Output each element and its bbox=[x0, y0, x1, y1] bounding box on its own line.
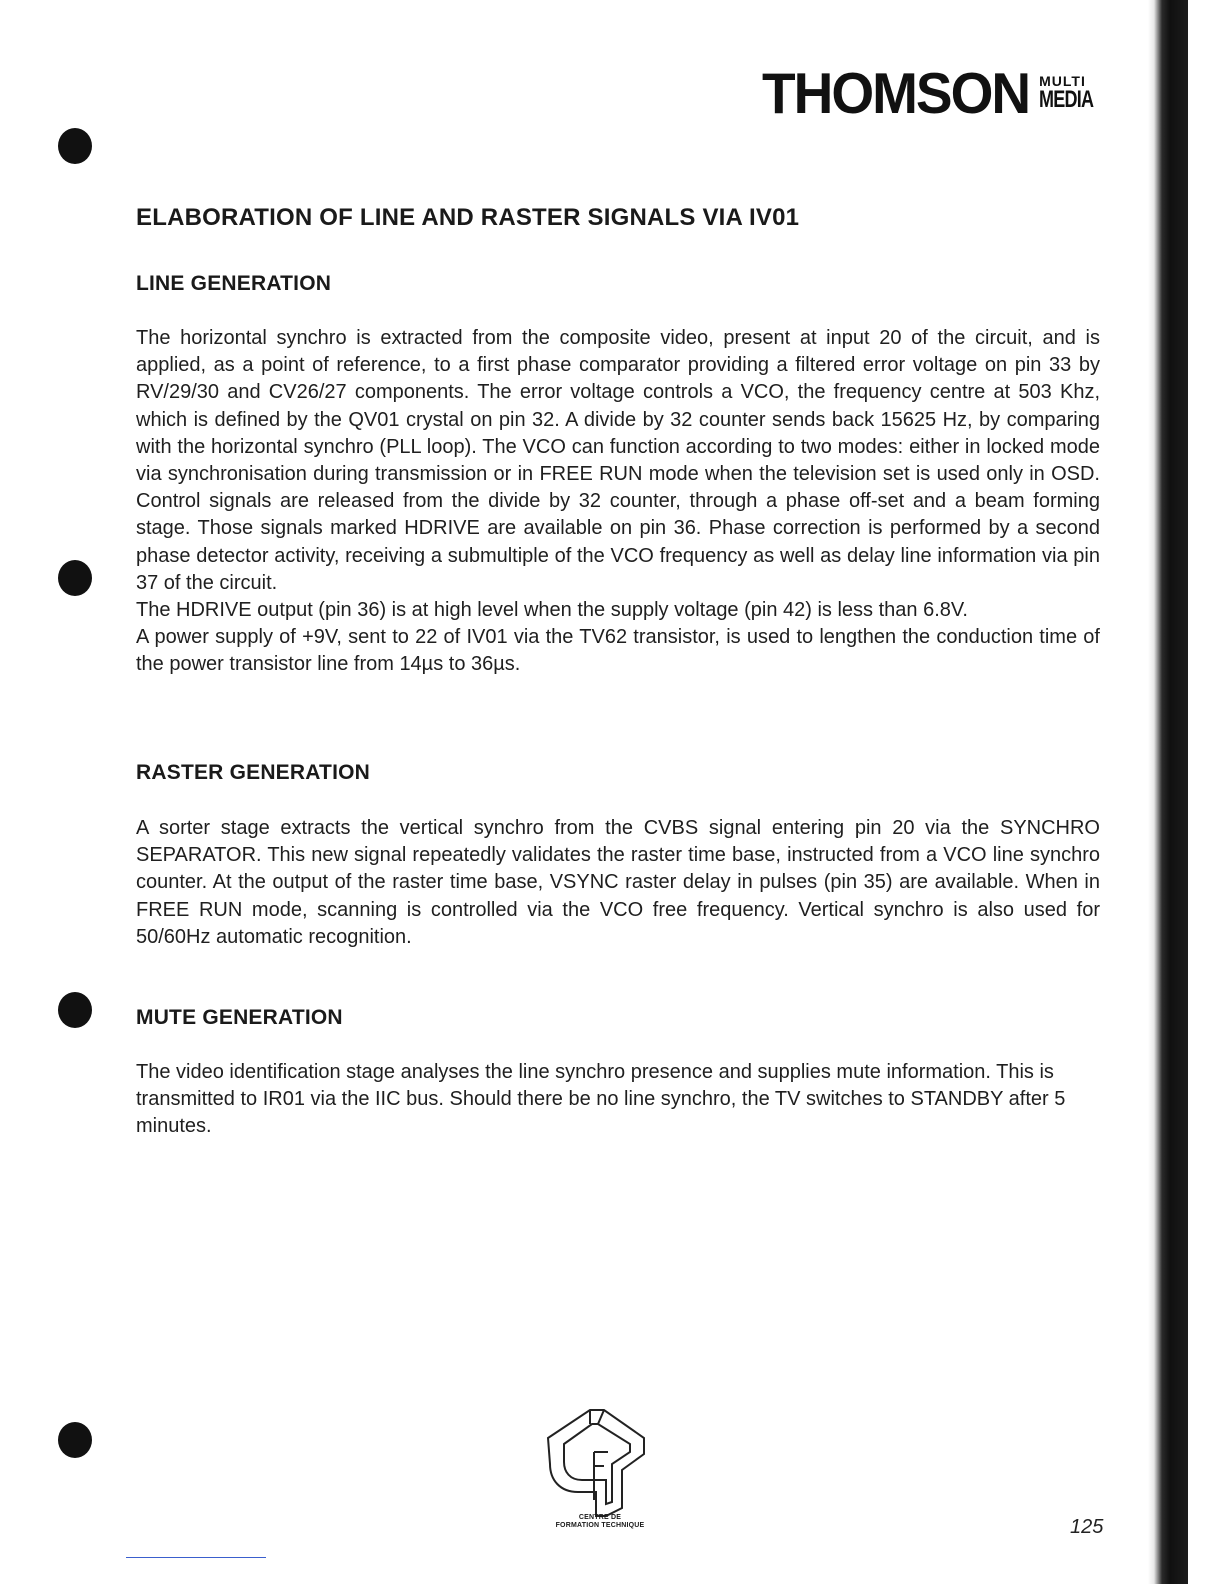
page-title: ELABORATION OF LINE AND RASTER SIGNALS VIA IV01 bbox=[136, 204, 800, 231]
punch-hole-4 bbox=[58, 1422, 92, 1458]
brand-sub-bottom: MEDIA bbox=[1039, 86, 1094, 113]
cft-caption-line-2: FORMATION TECHNIQUE bbox=[555, 1522, 645, 1529]
footer-rule bbox=[126, 1557, 266, 1558]
cft-logo-caption bbox=[532, 1514, 668, 1530]
thomson-multimedia-logo bbox=[762, 59, 1114, 126]
page-number: 125 bbox=[1070, 1516, 1104, 1538]
mute-generation-paragraph: The video identification stage analyses the line synchro presence and supplies mute information. This is transmitted to IR01 via the IIC bus. Should there be no line synchro, the TV switches to STANDBY after 5 minutes. bbox=[136, 1061, 1066, 1138]
line-generation-power-note: A power supply of +9V, sent to 22 of IV01 via the TV62 transistor, is used to lengthen the conduction time of the power transistor line from 14µs to 36µs. bbox=[136, 626, 1100, 676]
punch-hole-1 bbox=[58, 128, 92, 164]
brand-sub-top: MULTI bbox=[1039, 73, 1086, 89]
section-heading-raster-generation: RASTER GENERATION bbox=[136, 761, 371, 784]
punch-hole-3 bbox=[58, 992, 92, 1028]
section-heading-line-generation: LINE GENERATION bbox=[136, 272, 332, 295]
brand-name: THOMSON bbox=[762, 59, 1030, 126]
raster-generation-paragraph: A sorter stage extracts the vertical synchro from the CVBS signal entering pin 20 via the SYNCHRO SEPARATOR. This new signal repeatedly validates the raster time base, instructed from a VCO line synchro counter. At the output of the raster time base, VSYNC raster delay in pulses (pin 35) are available. When in FREE RUN mode, scanning is controlled via the VCO free frequency. Vertical synchro is also used for 50/60Hz automatic recognition. bbox=[136, 817, 1100, 948]
brand-subtitle bbox=[1039, 74, 1111, 112]
line-generation-body: The horizontal synchro is extracted from the composite video, present at input 20 of the circuit, and is applied, as a point of reference, to a first phase comparator providing a filtered error voltage on pin 33 by RV/29/30 and CV26/27 components. The error voltage controls a VCO, the frequency centre at 503 Khz, which is defined by the QV01 crystal on pin 32. A divide by 32 counter sends back 15625 Hz, by comparing with the horizontal synchro (PLL loop). The VCO can function according to two modes: either in locked mode via synchronisation during transmission or in FREE RUN mode when the television set is used only in OSD. Control signals are released from the divide by 32 counter, through a phase off-set and a beam forming stage. Those signals marked HDRIVE are available on pin 36. Phase correction is performed by a second phase detector activity, receiving a submultiple of the VCO frequency as well as delay line information via pin 37 of the circuit. bbox=[136, 327, 1100, 594]
section-heading-mute-generation: MUTE GENERATION bbox=[136, 1006, 343, 1029]
line-generation-hdrive-note: The HDRIVE output (pin 36) is at high level when the supply voltage (pin 42) is less than 6.8V. bbox=[136, 599, 968, 622]
punch-hole-2 bbox=[58, 560, 92, 596]
cft-caption-line-1: CENTRE DE bbox=[578, 1514, 622, 1521]
scan-edge-strip bbox=[1148, 0, 1188, 1584]
line-generation-paragraph bbox=[136, 325, 1100, 679]
